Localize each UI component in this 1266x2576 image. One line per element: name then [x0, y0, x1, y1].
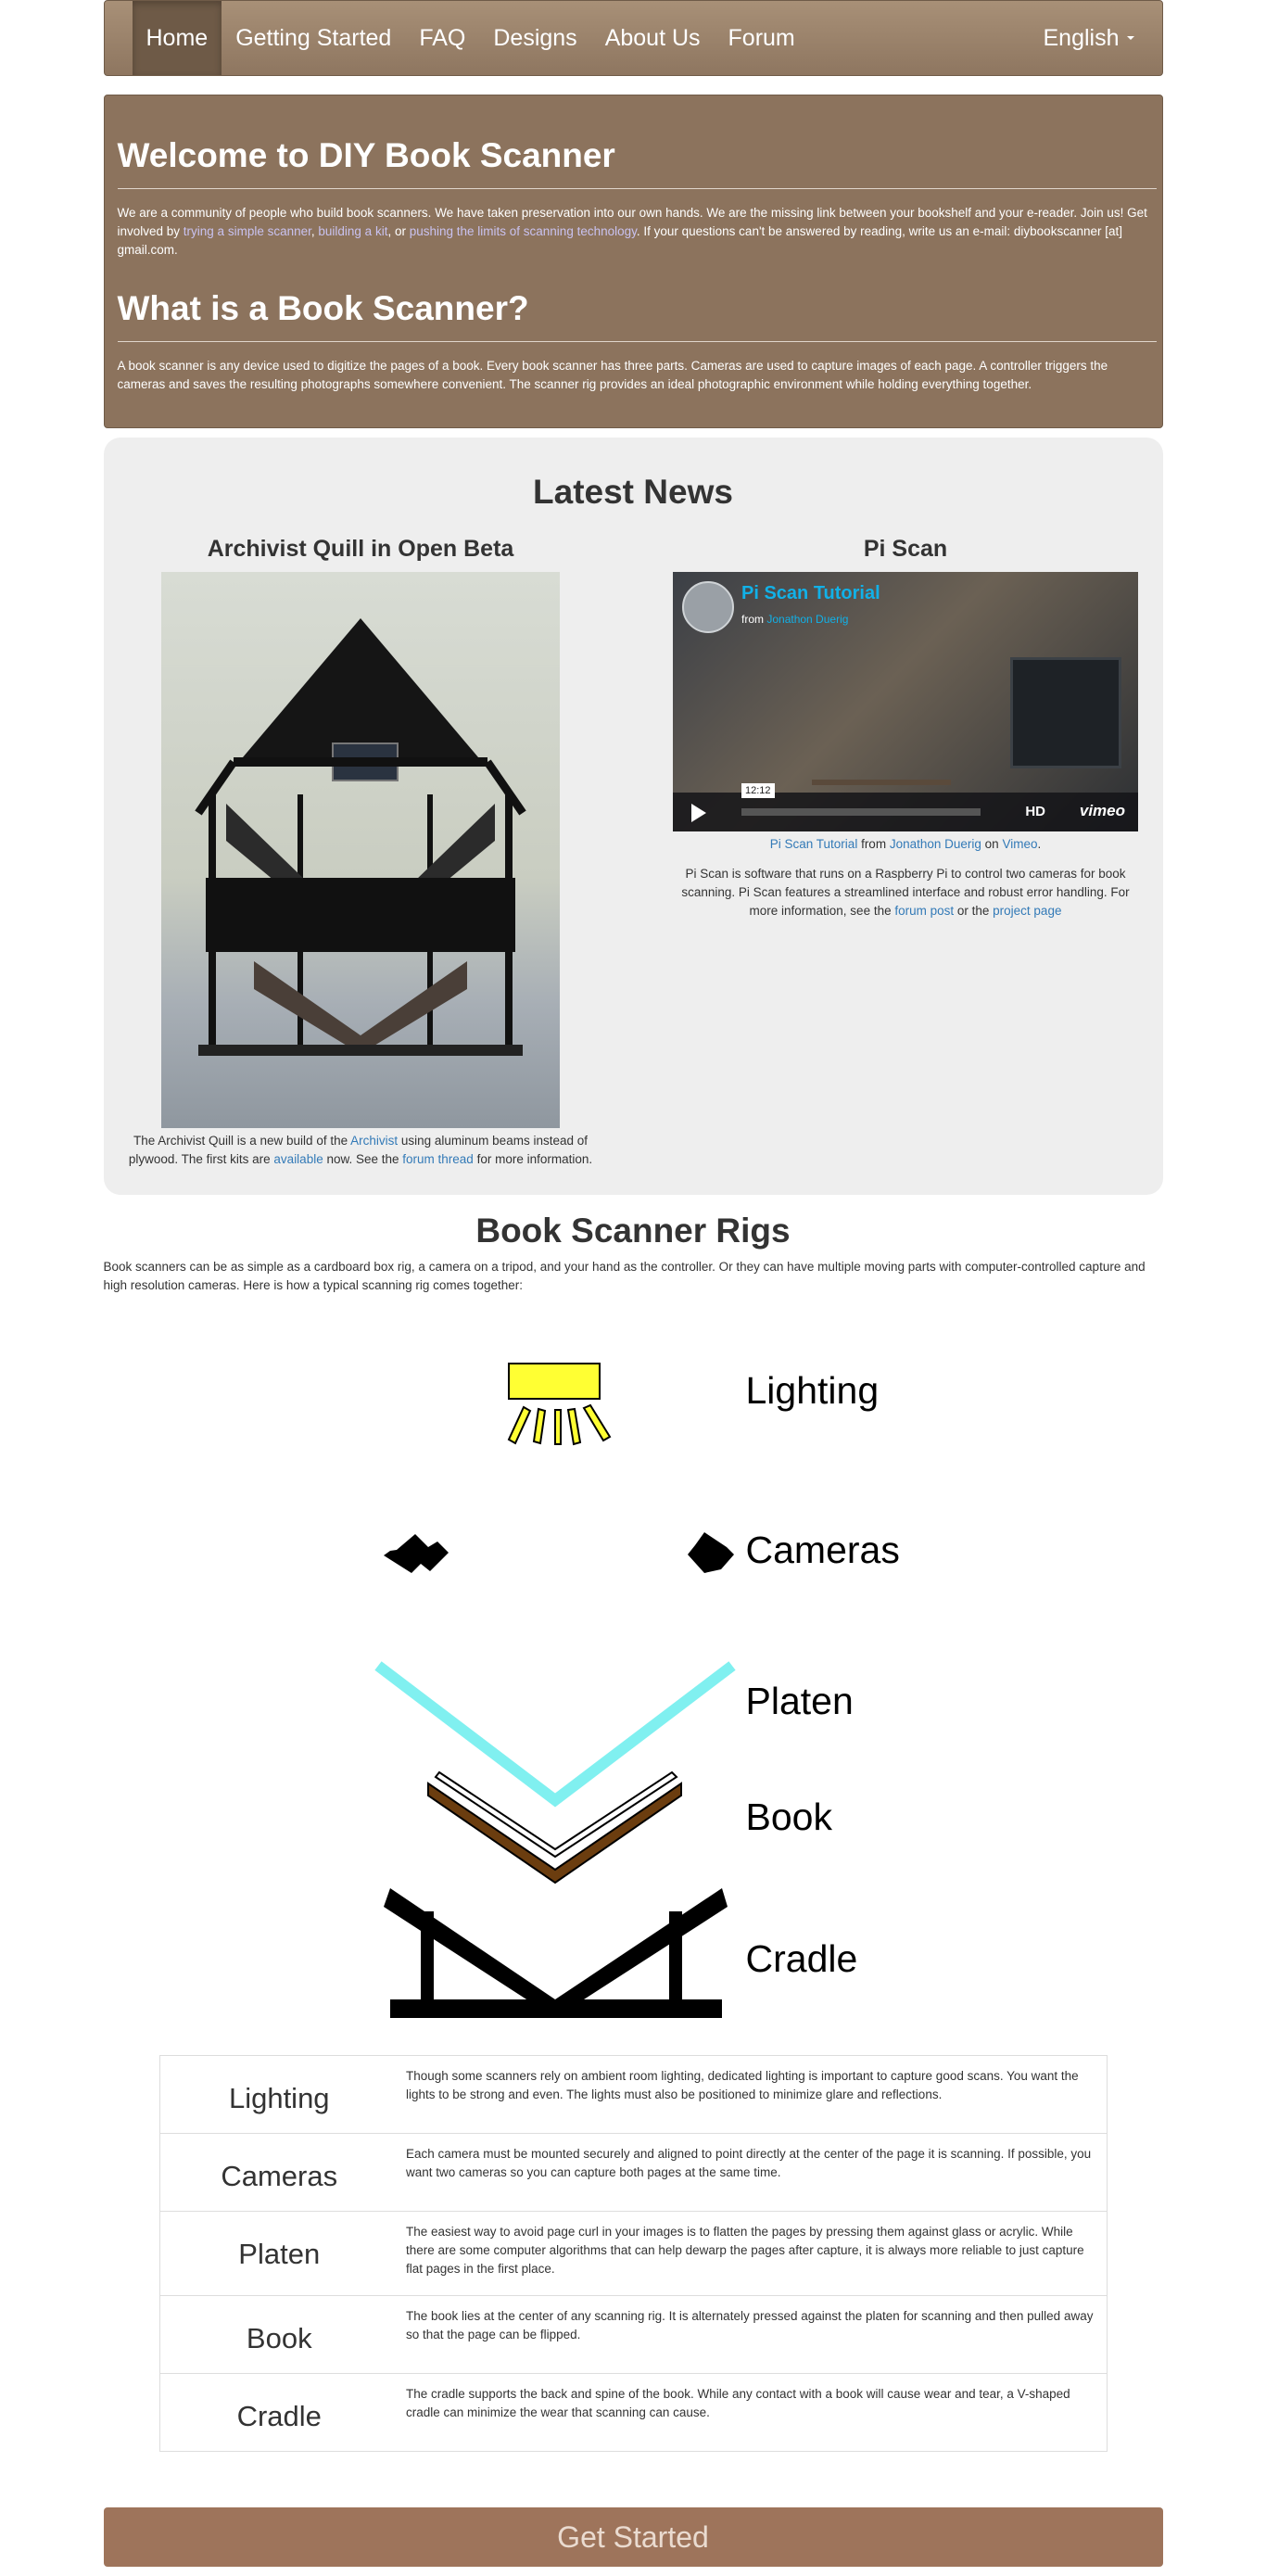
pi-scan-text: Pi Scan is software that runs on a Raspberry Pi to control two cameras for book scanning. Pi Scan features a streamlined interface and robust error handling. For more information, see the [681, 867, 1130, 918]
video-rig-scene [812, 674, 951, 785]
nav-spacer [809, 1, 1030, 75]
forum-post-link[interactable]: forum post [894, 904, 955, 918]
rig-parts-table [159, 2055, 1108, 2452]
separator: , [310, 224, 319, 238]
diagram-label-cradle: Cradle [745, 1937, 858, 1980]
book-shape [428, 1772, 681, 1883]
nav-designs[interactable]: Designs [493, 24, 577, 51]
scanning-technology-link[interactable]: pushing the limits of scanning technology [409, 224, 637, 238]
video-from-label: from [741, 613, 764, 626]
top-navbar [104, 0, 1163, 76]
latest-news-heading: Latest News [533, 473, 733, 511]
author-avatar[interactable] [682, 581, 734, 633]
caption-text: on [981, 837, 1003, 851]
language-label: English [1043, 24, 1120, 51]
archivist-text: for more information. [473, 1152, 593, 1166]
caption-vimeo-link[interactable]: Vimeo [1002, 837, 1038, 851]
part-name-platen: Platen [159, 2212, 399, 2296]
diagram-label-book: Book [745, 1796, 832, 1838]
archivist-text: The Archivist Quill is a new build of the [133, 1134, 351, 1148]
archivist-link[interactable]: Archivist [350, 1134, 399, 1148]
table-row [159, 2374, 1107, 2452]
rig-diagram [104, 1295, 1163, 2055]
nav-forum[interactable]: Forum [728, 24, 795, 51]
lighting-fixture [509, 1364, 600, 1399]
available-link[interactable]: available [273, 1152, 323, 1166]
archivist-description [122, 1132, 600, 1169]
part-desc-cameras: Each camera must be mounted securely and aligned to point directly at the center of the page it is scanning. If possible, you want two cameras so you can capture both pages at the same time. [399, 2134, 1107, 2212]
caption-author-link[interactable]: Jonathon Duerig [889, 837, 981, 851]
news-pi-scan [667, 536, 1145, 920]
part-desc-lighting: Though some scanners rely on ambient room lighting, dedicated lighting is important to capture good scans. You want the lights to be strong and even. The lights must also be positioned to minimize glare and reflections. [399, 2056, 1107, 2134]
caption-video-link[interactable]: Pi Scan Tutorial [769, 837, 858, 851]
part-name-cradle: Cradle [159, 2374, 399, 2452]
rigs-intro: Book scanners can be as simple as a cardboard box rig, a camera on a tripod, and your hand as the controller. Or they can have multiple moving parts with computer-controlled capture and high resolution cameras. Here is how a typical scanning rig comes together: [103, 1260, 1146, 1292]
vimeo-logo[interactable]: vimeo [1079, 802, 1125, 819]
nav-faq[interactable]: FAQ [419, 24, 466, 51]
welcome-paragraph [118, 204, 1157, 260]
archivist-text: now. See the [323, 1152, 403, 1166]
table-row [159, 2296, 1107, 2374]
what-heading: What is a Book Scanner? [118, 260, 1157, 342]
play-icon[interactable] [691, 804, 706, 822]
part-desc-book: The book lies at the center of any scanning rig. It is alternately pressed against the platen for scanning and then pulled away so that the page can be flipped. [399, 2296, 1107, 2374]
caption-text: . [1037, 837, 1042, 851]
camera-left [384, 1534, 449, 1573]
language-dropdown[interactable] [1030, 1, 1162, 75]
video-author-link[interactable]: Jonathon Duerig [766, 613, 849, 626]
platen [378, 1666, 732, 1800]
video-monitor-scene [1010, 657, 1121, 768]
rigs-heading: Book Scanner Rigs [475, 1212, 791, 1250]
nav-about-us[interactable]: About Us [604, 24, 701, 51]
rig-diagram-svg [104, 1295, 1163, 2055]
camera-right [688, 1532, 734, 1573]
cradle-shape [384, 1888, 728, 2018]
part-name-book: Book [159, 2296, 399, 2374]
video-caption [667, 835, 1145, 854]
archivist-text: using aluminum beams instead of plywood. The first kits are [128, 1134, 588, 1166]
video-duration: 12:12 [741, 783, 775, 798]
diagram-label-platen: Platen [745, 1680, 854, 1722]
video-byline [741, 613, 848, 626]
table-row [159, 2212, 1107, 2296]
diagram-label-cameras: Cameras [745, 1529, 900, 1571]
video-controls [673, 785, 1138, 831]
what-paragraph: A book scanner is any device used to digitize the pages of a book. Every book scanner has three parts. Cameras are used to capture images of each page. A controller triggers the cameras and saves the resulting photographs somewhere convenient. The scanner rig provides an ideal photographic environment while holding everything together. [117, 359, 1108, 391]
table-row [159, 2134, 1107, 2212]
welcome-text: We are a community of people who build book scanners. We have taken preservation into our own hands. We are the missing link between your bookshelf and your e-reader. Join us! Get involved by [117, 206, 1147, 238]
latest-news-panel [104, 438, 1163, 1195]
archivist-heading: Archivist Quill in Open Beta [207, 536, 514, 562]
intro-panel [104, 95, 1163, 428]
separator: , or [387, 224, 410, 238]
archivist-quill-illustration [161, 572, 560, 1128]
hd-toggle[interactable]: HD [1025, 804, 1045, 819]
get-started-button[interactable]: Get Started [104, 2507, 1163, 2567]
simple-scanner-link[interactable]: trying a simple scanner [183, 224, 311, 238]
welcome-heading: Welcome to DIY Book Scanner [118, 95, 1157, 189]
pi-scan-heading: Pi Scan [863, 536, 948, 562]
nav-home[interactable]: Home [133, 1, 222, 75]
table-row [159, 2056, 1107, 2134]
caption-text: from [857, 837, 890, 851]
forum-thread-link[interactable]: forum thread [402, 1152, 474, 1166]
project-page-link[interactable]: project page [993, 904, 1062, 918]
caret-down-icon [1127, 36, 1134, 40]
nav-getting-started[interactable]: Getting Started [235, 24, 392, 51]
part-name-lighting: Lighting [159, 2056, 399, 2134]
part-name-cameras: Cameras [159, 2134, 399, 2212]
welcome-text-end: . If your questions can't be answered by reading, write us an e-mail: diybookscanner [at] gmail.com. [117, 224, 1122, 257]
light-rays [509, 1405, 610, 1444]
diagram-label-lighting: Lighting [745, 1369, 880, 1412]
part-desc-platen: The easiest way to avoid page curl in your images is to flatten the pages by pressing them against glass or acrylic. While there are some computer algorithms that can help dewarp the pages after capture, it is always more reliable to just capture flat pages in the first place. [399, 2212, 1107, 2296]
pi-scan-video-player[interactable] [673, 572, 1138, 831]
video-title[interactable]: Pi Scan Tutorial [741, 583, 880, 603]
video-progress-track[interactable] [741, 808, 981, 816]
pi-scan-text: or the [954, 904, 994, 918]
news-archivist [122, 536, 600, 1169]
part-desc-cradle: The cradle supports the back and spine of the book. While any contact with a book will cause wear and tear, a V-shaped cradle can minimize the wear that scanning can cause. [399, 2374, 1107, 2452]
pi-scan-description [667, 865, 1145, 920]
page-container [104, 0, 1163, 2567]
archivist-quill-photo [161, 572, 560, 1128]
building-kit-link[interactable]: building a kit [318, 224, 388, 238]
